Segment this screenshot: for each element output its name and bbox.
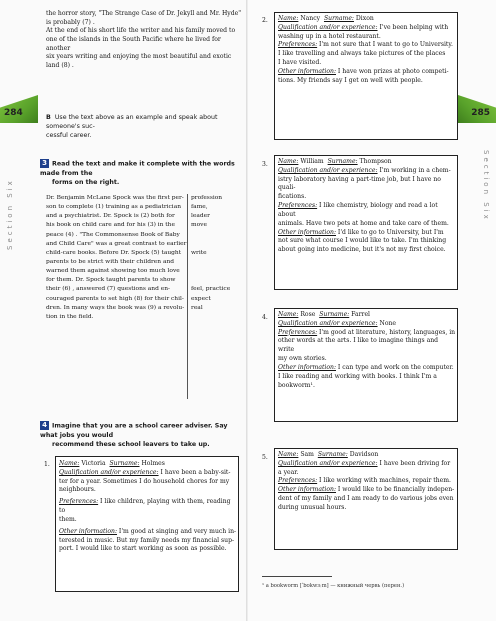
name-label: Name: [59,460,80,467]
task3-line: warned them against showing too much love [46,268,180,275]
task3-text [46,194,188,322]
field-text: I would like to be financially indepen- [336,486,455,494]
surname-value: Farrel [351,311,371,318]
surname-value: Thompson [359,158,392,165]
field-text: None [377,319,397,327]
page-number-left: 284 [4,108,23,118]
field-text: I'm good at literature, history, languages, in [317,328,456,336]
field-text: I like reading and working with books. I think I'm a [278,372,437,380]
field-label: Qualification and/or experience: [278,319,378,327]
task-b-label: B [46,114,51,121]
intro-text [46,10,242,70]
field-label: Preferences: [59,498,99,506]
task3-words [191,194,246,313]
field-text: about going into medicine, but it's not my first choice. [278,246,446,254]
word-form: expect [191,295,211,302]
field-text: ter for a year. Sometimes I do household chores for my [59,477,230,485]
task4-instruction: recommend these school leavers to take up. [52,440,210,448]
field-text: them. [59,515,77,523]
task3-line: parents to be strict with their children and [46,258,175,265]
task3-instruction: forms on the right. [52,178,120,186]
surname-label: Surname: [109,460,140,467]
card5 [278,451,456,513]
task3-line: couraged parents to set high (8) for their chil- [46,295,184,302]
surname-label: Surname: [327,158,358,165]
name-label: Name: [278,15,299,22]
field-text: fications. [278,193,307,201]
field-text: terested in music. But my family needs my financial sup- [59,536,235,544]
task4-heading [40,421,244,449]
field-label: Other information: [278,67,336,75]
surname-value: Dixon [355,15,374,22]
field-text: I like children, playing with them, reading to [59,498,231,515]
field-text: my own stories. [278,355,327,363]
task-b [46,113,242,140]
intro-line: six years writing and enjoying the most beautiful and exotic [46,53,232,61]
field-text: neighbours. [59,486,96,494]
field-text: istry laboratory having a part-time job, but I have no quali- [278,175,441,192]
intro-line: At the end of his short life the writer and his family moved to [46,27,236,35]
footnote-rule [262,576,332,577]
field-text: I like chemistry, biology and read a lot about [278,202,438,218]
field-text: I've been helping with [377,23,449,31]
field-text: I have been a baby-sit- [158,468,231,476]
field-label: Preferences: [278,477,318,485]
field-label: Other information: [278,228,336,236]
card2-number: 2. [262,17,268,24]
field-text: other words at the arts. I like to imagine things and write [278,337,439,354]
field-text: bookworm¹. [278,381,315,389]
card4 [278,311,456,390]
field-text: animals. Have two pets at home and take care of them. [278,219,449,227]
task3-line: his book on child care and for his (3) in the [46,222,175,229]
section-label-right: Section Six [482,150,490,222]
task3-line: and Child Care" was a great contrast to earlier [46,240,187,247]
field-text: I have visited. [278,59,322,67]
task3-instruction: Read the text and make it complete with the words made from the [40,160,235,177]
task3-line: son to complete (1) training as a pediatrician [46,204,182,211]
field-label: Other information: [59,527,117,535]
name-value: William [300,158,324,165]
intro-line: land (8) . [46,61,74,69]
surname-label: Surname: [317,451,348,458]
task3-line: Dr. Benjamin McLane Spock was the first per- [46,195,184,201]
card4-number: 4. [262,314,268,321]
field-label: Qualification and/or experience: [278,23,378,31]
name-label: Name: [278,158,299,165]
task4-instruction: Imagine that you are a school career adviser. Say what jobs you would [40,422,228,439]
task3-number: 3 [40,159,49,168]
footnote: ¹ a bookworm [ˈbʊkwɜːm] — книжный червь (перен.) [262,583,405,589]
task3-line: for them. Dr. Spock taught parents to show [46,277,176,284]
intro-line: is probably (7) . [46,18,95,26]
card1 [59,460,237,554]
field-text: I like working with machines, repair them. [317,477,451,485]
name-label: Name: [278,451,299,458]
task3-line: and a psychiatrist. Dr. Spock is (2) both for [46,213,175,220]
card3 [278,158,456,255]
word-form: fame, [191,204,208,211]
word-form: leader [191,213,210,220]
field-label: Qualification and/or experience: [278,166,378,174]
word-form: write [191,249,207,256]
task3-line: dren. In many ways the book was (9) a revolu- [46,304,185,311]
word-form: real [191,304,203,311]
word-form: profession [191,195,223,201]
card3-number: 3. [262,161,268,168]
field-text: I can type and work on the computer. [336,363,454,371]
field-text: I'm good at singing and very much in- [117,527,237,535]
field-text: a year. [278,468,299,476]
surname-value: Holmes [141,460,165,467]
task4-number: 4 [40,421,49,430]
field-text: during unusual hours. [278,503,347,511]
field-text: I'm not sure that I want to go to University. [317,41,453,49]
field-text: washing up in a hotel restaurant. [278,32,381,40]
task3-line: child-care books. Before Dr. Spock (5) taught [46,249,182,256]
task-b-text: Use the text above as an example and speak about someone's suc- [46,114,218,131]
task3-line: peace (4) . "The Commonsense Book of Baby [46,231,180,238]
surname-value: Davidson [349,451,379,458]
task3-heading [40,159,244,187]
field-label: Preferences: [278,202,318,210]
field-label: Other information: [278,486,336,494]
field-label: Qualification and/or experience: [59,468,159,476]
card5-number: 5. [262,454,268,461]
field-text: not sure what course I would like to take. I'm thinking [278,237,447,245]
words-divider [187,194,188,399]
field-text: port. I would like to start working as soon as possible. [59,545,227,553]
name-value: Rose [300,311,316,318]
intro-line: one of the islands in the South Pacific where he lived for another [46,35,221,52]
word-form: move [191,222,207,229]
field-label: Other information: [278,363,336,371]
field-label: Preferences: [278,41,318,49]
name-value: Victoria [81,460,106,467]
name-value: Sam [300,451,314,458]
intro-line: the horror story, "The Strange Case of Dr. Jekyll and Mr. Hyde" [46,10,242,17]
field-text: tions. My friends say I get on well with people. [278,76,423,84]
page-number-right: 285 [471,108,490,118]
field-text: dent of my family and I am ready to do various jobs even [278,495,454,503]
task-b-text: cessful career. [46,132,92,140]
card2 [278,15,456,86]
field-text: I'd like to go to University, but I'm [336,228,444,236]
card1-number: 1. [44,461,50,468]
surname-label: Surname: [319,311,350,318]
field-label: Qualification and/or experience: [278,459,378,467]
word-form: feel, practice [191,286,231,293]
right-page [248,0,496,621]
name-label: Name: [278,311,299,318]
field-text: I'm working in a chem- [377,166,451,174]
field-text: I have won prizes at photo competi- [336,67,449,75]
task3-line: their (6) , answered (7) questions and en- [46,286,170,293]
section-label-left: Section Six [6,178,14,250]
field-label: Preferences: [278,328,318,336]
name-value: Nancy [300,15,321,22]
field-text: I like travelling and always take pictures of the places [278,50,446,58]
task3-line: tion in the field. [46,313,94,320]
field-text: I have been driving for [377,459,451,467]
surname-label: Surname: [323,15,354,22]
